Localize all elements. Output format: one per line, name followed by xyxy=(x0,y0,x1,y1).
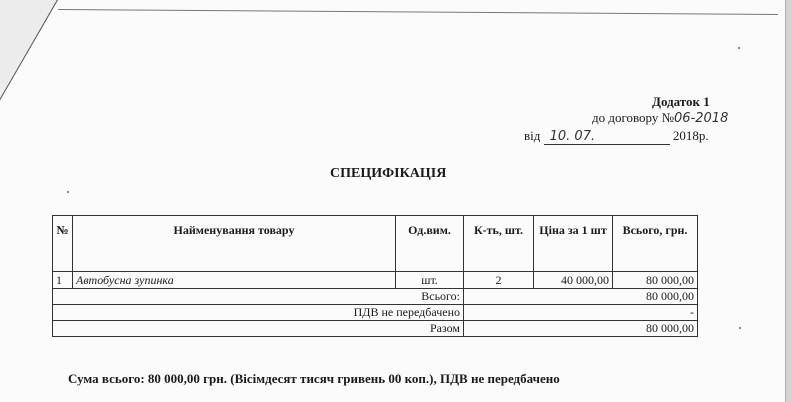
column-header-price: Ціна за 1 шт xyxy=(534,216,613,272)
date-underline xyxy=(544,128,670,145)
contract-number: 06-2018 xyxy=(674,111,729,126)
date-year: 2018р. xyxy=(672,128,709,143)
date-value: 10. 07. xyxy=(549,129,596,144)
row-qty: 2 xyxy=(464,272,534,289)
document-title: СПЕЦИФІКАЦІЯ xyxy=(330,166,447,181)
total-row xyxy=(53,289,698,305)
vat-label: ПДВ не передбачено xyxy=(53,305,464,321)
column-header-name: Найменування товару xyxy=(73,216,396,272)
contract-line xyxy=(592,110,728,126)
appendix-label: Додаток 1 xyxy=(652,94,710,109)
page-right-edge xyxy=(785,0,786,402)
column-header-qty: К-ть, шт. xyxy=(464,216,534,272)
grand-total-row xyxy=(53,321,698,337)
sum-summary: Сума всього: 80 000,00 грн. (Вісімдесят тисяч гривень 00 коп.), ПДВ не передбачено xyxy=(68,371,560,386)
speck xyxy=(739,327,741,329)
table-header-row xyxy=(53,216,698,272)
row-total: 80 000,00 xyxy=(613,272,698,289)
contract-prefix: до договору № xyxy=(592,110,675,125)
column-header-unit: Од.вим. xyxy=(396,216,464,272)
total-value: 80 000,00 xyxy=(464,289,698,305)
table-row xyxy=(53,272,698,289)
row-number: 1 xyxy=(53,272,73,289)
row-unit: шт. xyxy=(396,272,464,289)
speck xyxy=(738,47,740,49)
speck xyxy=(67,191,69,193)
column-header-total: Всього, грн. xyxy=(613,216,698,272)
total-label: Всього: xyxy=(53,289,464,305)
row-price: 40 000,00 xyxy=(534,272,613,289)
grand-total-label: Разом xyxy=(53,321,464,337)
vat-row xyxy=(53,305,698,321)
vat-value: - xyxy=(464,305,698,321)
date-line xyxy=(524,128,709,145)
specification-table xyxy=(52,215,698,337)
column-header-number: № xyxy=(53,216,73,272)
row-name: Автобусна зупинка xyxy=(73,272,396,289)
date-prefix: від xyxy=(524,128,541,143)
grand-total-value: 80 000,00 xyxy=(464,321,698,337)
